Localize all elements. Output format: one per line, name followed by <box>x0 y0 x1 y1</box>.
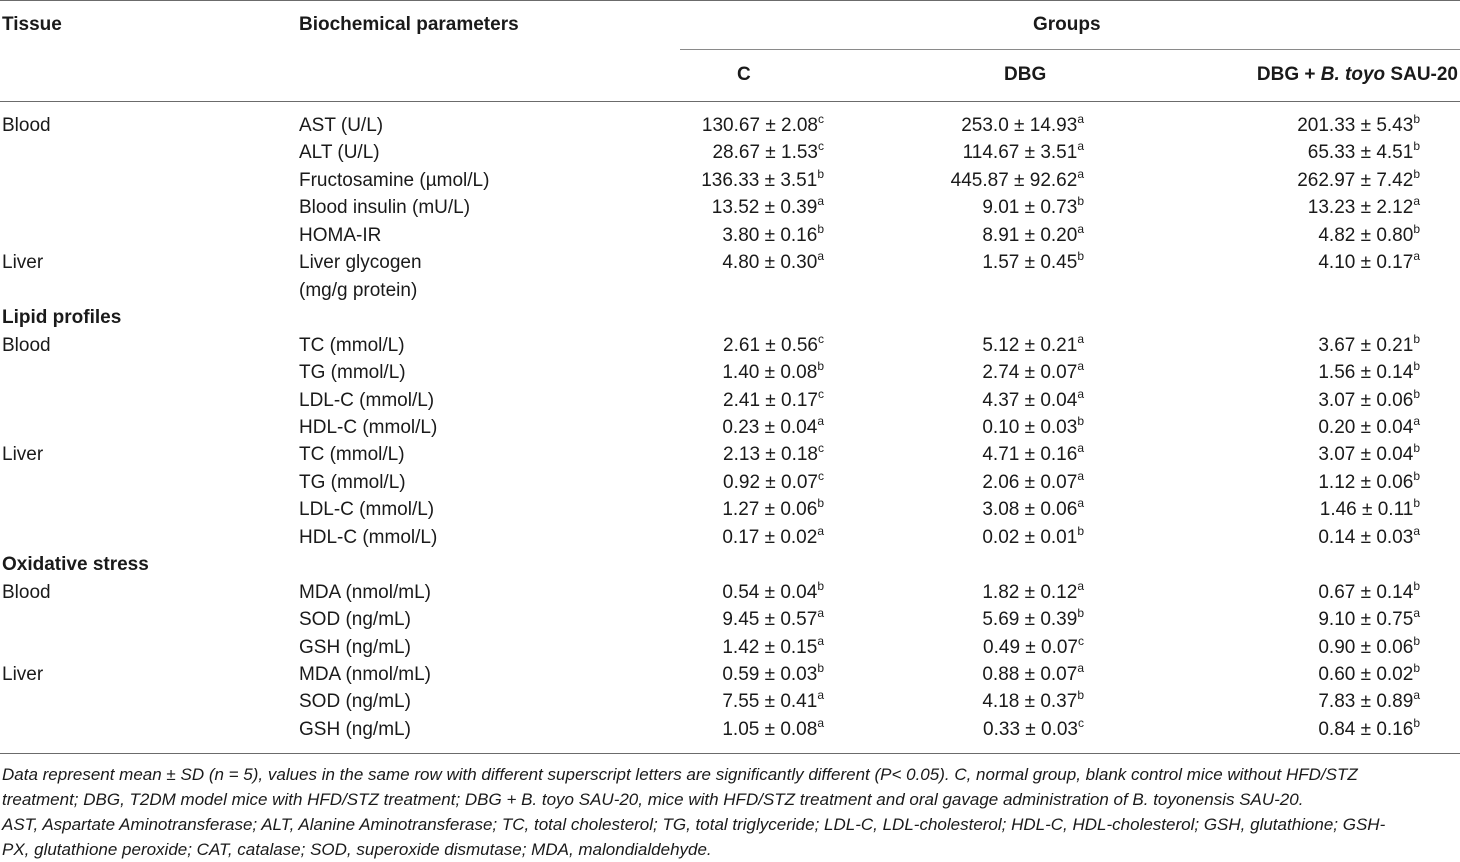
value-mean-sd: 65.33 ± 4.51 <box>1307 142 1414 163</box>
table-row <box>0 112 1460 139</box>
value-dbg-btoyo-cell <box>1318 634 1420 663</box>
value-mean-sd: 262.97 ± 7.42 <box>1297 170 1414 191</box>
value-mean-sd: 5.12 ± 0.21 <box>982 335 1078 356</box>
value-dbg-btoyo-cell <box>1318 441 1420 470</box>
value-mean-sd: 0.54 ± 0.04 <box>722 582 818 603</box>
significance-letter: b <box>1413 441 1420 455</box>
value-dbg-cell <box>982 661 1084 690</box>
significance-letter: a <box>1077 387 1084 401</box>
value-mean-sd: 1.56 ± 0.14 <box>1318 362 1414 383</box>
significance-letter: a <box>817 524 824 538</box>
significance-letter: b <box>1413 496 1420 510</box>
value-dbg-cell <box>982 469 1084 498</box>
value-mean-sd: 3.08 ± 0.06 <box>982 499 1078 520</box>
value-dbg-btoyo-cell <box>1318 387 1420 416</box>
section-title: Oxidative stress <box>2 554 149 575</box>
value-c-cell <box>722 661 824 690</box>
value-mean-sd: 9.01 ± 0.73 <box>982 197 1078 218</box>
value-mean-sd: 4.80 ± 0.30 <box>722 252 818 273</box>
value-mean-sd: 1.27 ± 0.06 <box>722 499 818 520</box>
significance-letter: b <box>1413 469 1420 483</box>
table-row <box>0 606 1460 633</box>
value-dbg-cell <box>982 249 1084 278</box>
table-top-rule <box>0 0 1460 1</box>
significance-letter: a <box>1077 359 1084 373</box>
parameter-cell: Blood insulin (mU/L) <box>299 197 471 218</box>
significance-letter: a <box>1413 194 1420 208</box>
value-dbg-cell <box>982 606 1084 635</box>
value-mean-sd: 4.10 ± 0.17 <box>1318 252 1414 273</box>
value-mean-sd: 2.74 ± 0.07 <box>982 362 1078 383</box>
value-mean-sd: 1.12 ± 0.06 <box>1318 472 1414 493</box>
section-row <box>0 304 1460 331</box>
parameter-cell: TC (mmol/L) <box>299 444 405 465</box>
significance-letter: a <box>817 716 824 730</box>
value-mean-sd: 1.05 ± 0.08 <box>722 719 818 740</box>
groups-underline <box>680 49 1460 50</box>
parameter-cell: MDA (nmol/mL) <box>299 582 431 603</box>
value-c-cell <box>712 194 824 223</box>
value-mean-sd: 28.67 ± 1.53 <box>712 142 818 163</box>
parameter-cell: HDL-C (mmol/L) <box>299 417 438 438</box>
value-dbg-btoyo-cell <box>1318 249 1420 278</box>
value-c-cell <box>722 414 824 443</box>
parameter-cell: TC (mmol/L) <box>299 335 405 356</box>
value-dbg-cell <box>982 579 1084 608</box>
significance-letter: b <box>817 496 824 510</box>
significance-letter: b <box>1413 167 1420 181</box>
significance-letter: c <box>1078 716 1084 730</box>
header-col-dbg-italic: B. toyo <box>1320 64 1386 85</box>
value-dbg-cell <box>982 688 1084 717</box>
value-dbg-cell <box>963 139 1084 168</box>
value-mean-sd: 1.46 ± 0.11 <box>1319 499 1414 520</box>
value-dbg-btoyo-cell <box>1308 194 1420 223</box>
table-row <box>0 716 1460 743</box>
value-mean-sd: 0.10 ± 0.03 <box>982 417 1078 438</box>
table-row <box>0 661 1460 688</box>
value-mean-sd: 0.90 ± 0.06 <box>1318 637 1414 658</box>
significance-letter: a <box>817 606 824 620</box>
parameter-cell: GSH (ng/mL) <box>299 637 411 658</box>
significance-letter: b <box>1413 716 1420 730</box>
value-mean-sd: 4.71 ± 0.16 <box>982 444 1078 465</box>
parameter-cell: HOMA-IR <box>299 225 382 246</box>
value-dbg-btoyo-cell <box>1318 579 1420 608</box>
header-tissue: Tissue <box>2 14 62 35</box>
significance-letter: b <box>1413 579 1420 593</box>
significance-letter: a <box>817 688 824 702</box>
significance-letter: c <box>818 112 824 126</box>
parameter-cell: SOD (ng/mL) <box>299 609 411 630</box>
value-c-cell <box>723 469 824 498</box>
significance-letter: c <box>818 441 824 455</box>
value-mean-sd: 4.37 ± 0.04 <box>982 390 1078 411</box>
significance-letter: a <box>1077 139 1084 153</box>
value-mean-sd: 2.61 ± 0.56 <box>723 335 818 356</box>
parameter-cell: TG (mmol/L) <box>299 362 406 383</box>
value-mean-sd: 13.52 ± 0.39 <box>711 197 818 218</box>
table-row <box>0 167 1460 194</box>
significance-letter: a <box>1077 332 1084 346</box>
significance-letter: b <box>1413 634 1420 648</box>
value-mean-sd: 8.91 ± 0.20 <box>982 225 1078 246</box>
parameter-cell: ALT (U/L) <box>299 142 380 163</box>
value-mean-sd: 136.33 ± 3.51 <box>701 170 818 191</box>
footnote-line-1: Data represent mean ± SD (n = 5), values in the same row with different superscript letters are significantly different (P< 0.05). C, normal group, blank control mice without HFD/STZ <box>2 765 1358 784</box>
significance-letter: b <box>1413 222 1420 236</box>
value-mean-sd: 0.59 ± 0.03 <box>722 664 818 685</box>
parameter-cell: LDL-C (mmol/L) <box>299 499 435 520</box>
value-dbg-btoyo-cell <box>1320 496 1420 525</box>
value-dbg-cell <box>961 112 1084 141</box>
significance-letter: c <box>1078 634 1084 648</box>
header-groups: Groups <box>1033 14 1101 35</box>
value-mean-sd: 0.84 ± 0.16 <box>1318 719 1414 740</box>
parameter-cell: Fructosamine (µmol/L) <box>299 170 490 191</box>
value-dbg-btoyo-cell <box>1318 332 1420 361</box>
value-mean-sd: 9.45 ± 0.57 <box>722 609 818 630</box>
value-c-cell <box>722 249 824 278</box>
value-dbg-cell <box>982 194 1084 223</box>
table-bottom-rule <box>0 753 1460 754</box>
value-mean-sd: 0.17 ± 0.02 <box>722 527 818 548</box>
parameter-cell: (mg/g protein) <box>299 280 418 301</box>
header-parameters: Biochemical parameters <box>299 14 519 35</box>
value-mean-sd: 130.67 ± 2.08 <box>701 115 818 136</box>
significance-letter: c <box>818 387 824 401</box>
value-dbg-cell <box>982 359 1084 388</box>
significance-letter: a <box>1077 222 1084 236</box>
value-mean-sd: 5.69 ± 0.39 <box>982 609 1078 630</box>
table-row <box>0 441 1460 468</box>
value-dbg-btoyo-cell <box>1318 469 1420 498</box>
significance-letter: a <box>817 249 824 263</box>
value-dbg-btoyo-cell <box>1318 524 1420 553</box>
value-mean-sd: 9.10 ± 0.75 <box>1318 609 1414 630</box>
significance-letter: a <box>817 194 824 208</box>
table-row <box>0 194 1460 221</box>
value-dbg-cell <box>982 332 1084 361</box>
value-c-cell <box>723 387 824 416</box>
tissue-cell: Blood <box>2 335 51 356</box>
tissue-cell: Liver <box>2 664 44 685</box>
tissue-cell: Liver <box>2 444 44 465</box>
value-mean-sd: 1.57 ± 0.45 <box>982 252 1078 273</box>
value-mean-sd: 201.33 ± 5.43 <box>1297 115 1414 136</box>
value-c-cell <box>722 496 824 525</box>
value-dbg-btoyo-cell <box>1318 688 1420 717</box>
value-dbg-btoyo-cell <box>1318 716 1420 745</box>
table-row <box>0 139 1460 166</box>
significance-letter: b <box>1077 194 1084 208</box>
significance-letter: a <box>817 414 824 428</box>
section-row <box>0 551 1460 578</box>
significance-letter: a <box>1413 249 1420 263</box>
value-mean-sd: 13.23 ± 2.12 <box>1307 197 1414 218</box>
significance-letter: b <box>817 167 824 181</box>
value-dbg-cell <box>982 222 1084 251</box>
value-mean-sd: 1.40 ± 0.08 <box>722 362 818 383</box>
value-dbg-cell <box>983 716 1084 745</box>
value-mean-sd: 0.92 ± 0.07 <box>723 472 818 493</box>
value-dbg-btoyo-cell <box>1297 167 1420 196</box>
section-title: Lipid profiles <box>2 307 122 328</box>
table-row <box>0 524 1460 551</box>
footnote-line-2: treatment; DBG, T2DM model mice with HFD/STZ treatment; DBG + B. toyo SAU-20, mice with HFD/STZ treatment and oral gavage administration of B. toyonensis SAU-20. <box>2 790 1304 809</box>
significance-letter: a <box>1077 167 1084 181</box>
value-dbg-btoyo-cell <box>1308 139 1420 168</box>
table-row <box>0 332 1460 359</box>
header-col-c: C <box>737 64 751 85</box>
significance-letter: c <box>818 469 824 483</box>
value-mean-sd: 445.87 ± 92.62 <box>950 170 1078 191</box>
table-row <box>0 222 1460 249</box>
value-c-cell <box>723 332 824 361</box>
parameter-cell: GSH (ng/mL) <box>299 719 411 740</box>
value-c-cell <box>722 222 824 251</box>
value-dbg-btoyo-cell <box>1318 414 1420 443</box>
parameter-cell: TG (mmol/L) <box>299 472 406 493</box>
value-mean-sd: 2.13 ± 0.18 <box>723 444 818 465</box>
significance-letter: a <box>1413 414 1420 428</box>
value-mean-sd: 1.82 ± 0.12 <box>982 582 1078 603</box>
table-row <box>0 277 1460 304</box>
value-dbg-btoyo-cell <box>1318 359 1420 388</box>
value-dbg-cell <box>983 634 1084 663</box>
value-c-cell <box>701 167 824 196</box>
value-c-cell <box>722 524 824 553</box>
value-mean-sd: 0.23 ± 0.04 <box>722 417 818 438</box>
parameter-cell: LDL-C (mmol/L) <box>299 390 435 411</box>
parameter-cell: HDL-C (mmol/L) <box>299 527 438 548</box>
significance-letter: c <box>818 139 824 153</box>
parameter-cell: Liver glycogen <box>299 252 422 273</box>
value-mean-sd: 3.80 ± 0.16 <box>722 225 818 246</box>
significance-letter: b <box>1413 332 1420 346</box>
value-dbg-cell <box>982 414 1084 443</box>
significance-letter: b <box>817 661 824 675</box>
value-mean-sd: 2.06 ± 0.07 <box>982 472 1078 493</box>
footnote-line-4: PX, glutathione peroxide; CAT, catalase; SOD, superoxide dismutase; MDA, malondialdehyde. <box>2 840 712 859</box>
significance-letter: a <box>1077 441 1084 455</box>
value-mean-sd: 0.14 ± 0.03 <box>1318 527 1414 548</box>
parameter-cell: AST (U/L) <box>299 115 384 136</box>
table-row <box>0 414 1460 441</box>
significance-letter: a <box>1413 524 1420 538</box>
significance-letter: b <box>817 359 824 373</box>
significance-letter: b <box>1413 661 1420 675</box>
table-row <box>0 249 1460 276</box>
value-mean-sd: 0.02 ± 0.01 <box>982 527 1078 548</box>
significance-letter: a <box>1077 496 1084 510</box>
value-mean-sd: 2.41 ± 0.17 <box>723 390 818 411</box>
significance-letter: b <box>817 579 824 593</box>
significance-letter: a <box>1077 579 1084 593</box>
value-dbg-cell <box>982 496 1084 525</box>
value-dbg-btoyo-cell <box>1318 222 1420 251</box>
value-mean-sd: 4.18 ± 0.37 <box>982 691 1078 712</box>
value-c-cell <box>702 112 824 141</box>
significance-letter: b <box>1077 606 1084 620</box>
significance-letter: b <box>1077 524 1084 538</box>
value-mean-sd: 4.82 ± 0.80 <box>1318 225 1414 246</box>
table-row <box>0 688 1460 715</box>
value-c-cell <box>722 688 824 717</box>
significance-letter: a <box>1077 112 1084 126</box>
value-dbg-btoyo-cell <box>1297 112 1420 141</box>
significance-letter: a <box>1077 469 1084 483</box>
table-row <box>0 387 1460 414</box>
value-mean-sd: 0.88 ± 0.07 <box>982 664 1078 685</box>
value-mean-sd: 114.67 ± 3.51 <box>962 142 1078 163</box>
table-row <box>0 496 1460 523</box>
significance-letter: c <box>818 332 824 346</box>
significance-letter: b <box>817 222 824 236</box>
value-dbg-btoyo-cell <box>1318 606 1420 635</box>
value-mean-sd: 1.42 ± 0.15 <box>722 637 818 658</box>
value-c-cell <box>722 716 824 745</box>
value-mean-sd: 0.20 ± 0.04 <box>1318 417 1414 438</box>
significance-letter: b <box>1413 359 1420 373</box>
value-dbg-btoyo-cell <box>1318 661 1420 690</box>
value-mean-sd: 0.60 ± 0.02 <box>1318 664 1414 685</box>
header-col-dbg-btoyo <box>1257 64 1458 86</box>
tissue-cell: Blood <box>2 115 51 136</box>
tissue-cell: Blood <box>2 582 51 603</box>
table-row <box>0 359 1460 386</box>
significance-letter: b <box>1077 249 1084 263</box>
tissue-cell: Liver <box>2 252 44 273</box>
value-c-cell <box>712 139 824 168</box>
table-row <box>0 469 1460 496</box>
significance-letter: a <box>817 634 824 648</box>
value-mean-sd: 7.83 ± 0.89 <box>1318 691 1414 712</box>
value-dbg-cell <box>982 387 1084 416</box>
value-mean-sd: 0.49 ± 0.07 <box>983 637 1078 658</box>
value-mean-sd: 0.67 ± 0.14 <box>1318 582 1414 603</box>
value-mean-sd: 253.0 ± 14.93 <box>961 115 1078 136</box>
value-c-cell <box>723 441 824 470</box>
header-bottom-rule <box>0 101 1460 102</box>
value-c-cell <box>722 579 824 608</box>
value-c-cell <box>722 606 824 635</box>
value-c-cell <box>722 359 824 388</box>
header-col-dbg-suffix: SAU-20 <box>1385 64 1458 85</box>
value-mean-sd: 3.07 ± 0.06 <box>1318 390 1414 411</box>
significance-letter: b <box>1077 414 1084 428</box>
significance-letter: a <box>1413 688 1420 702</box>
significance-letter: b <box>1077 688 1084 702</box>
significance-letter: b <box>1413 387 1420 401</box>
value-mean-sd: 7.55 ± 0.41 <box>722 691 818 712</box>
value-mean-sd: 0.33 ± 0.03 <box>983 719 1078 740</box>
footnote-line-3: AST, Aspartate Aminotransferase; ALT, Alanine Aminotransferase; TC, total cholesterol; TG, total triglyceride; LDL-C, LDL-cholesterol; HDL-C, HDL-cholesterol; GSH, glutathione; GSH- <box>2 815 1386 834</box>
header-col-dbg-prefix: DBG + <box>1256 64 1321 85</box>
table-row <box>0 634 1460 661</box>
significance-letter: b <box>1413 139 1420 153</box>
value-dbg-cell <box>951 167 1084 196</box>
significance-letter: a <box>1413 606 1420 620</box>
value-c-cell <box>722 634 824 663</box>
value-mean-sd: 3.07 ± 0.04 <box>1318 444 1414 465</box>
parameter-cell: MDA (nmol/mL) <box>299 664 431 685</box>
significance-letter: a <box>1077 661 1084 675</box>
table-row <box>0 579 1460 606</box>
header-col-dbg: DBG <box>1004 64 1047 85</box>
value-mean-sd: 3.67 ± 0.21 <box>1318 335 1414 356</box>
parameter-cell: SOD (ng/mL) <box>299 691 411 712</box>
value-dbg-cell <box>982 524 1084 553</box>
significance-letter: b <box>1413 112 1420 126</box>
value-dbg-cell <box>982 441 1084 470</box>
